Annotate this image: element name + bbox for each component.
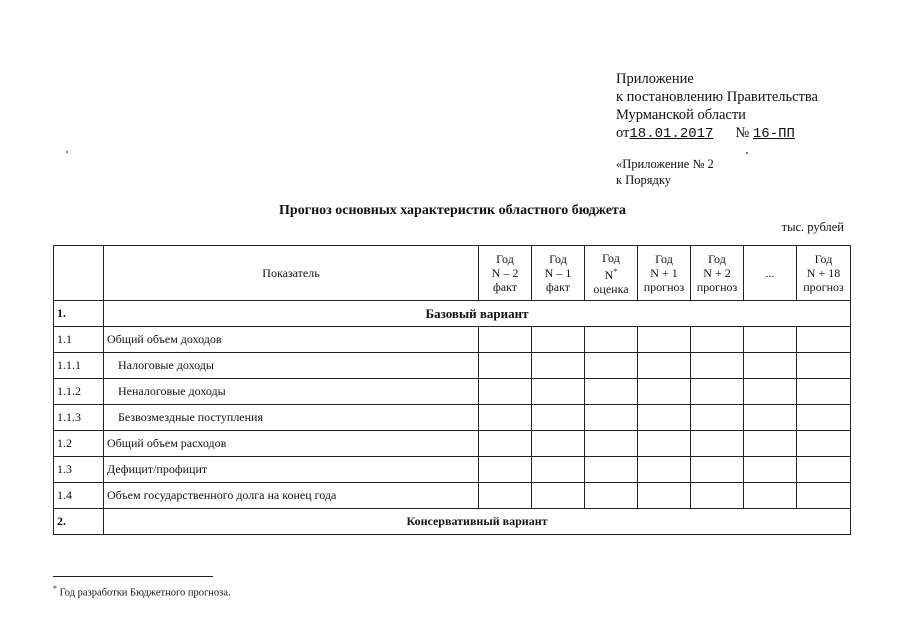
value-cell <box>638 431 691 457</box>
value-cell <box>744 483 797 509</box>
row-number: 1.2 <box>54 431 104 457</box>
appendix2-line2: к Порядку <box>616 173 671 187</box>
value-cell <box>638 457 691 483</box>
value-cell <box>691 483 744 509</box>
value-cell <box>585 431 638 457</box>
table-row <box>54 379 851 405</box>
value-cell <box>744 327 797 353</box>
value-cell <box>797 483 851 509</box>
value-cell <box>797 327 851 353</box>
value-cell <box>797 431 851 457</box>
value-cell <box>532 457 585 483</box>
value-cell <box>479 353 532 379</box>
row-number: 1.1.2 <box>54 379 104 405</box>
value-cell <box>691 457 744 483</box>
value-cell <box>744 431 797 457</box>
header-year-col: Год N + 18 прогноз <box>797 246 851 301</box>
appendix2-line1: «Приложение № 2 <box>616 157 714 171</box>
row-label: Общий объем расходов <box>104 431 479 457</box>
value-cell <box>585 327 638 353</box>
value-cell <box>797 353 851 379</box>
appendix-block <box>616 70 818 143</box>
value-cell <box>638 327 691 353</box>
value-cell <box>532 327 585 353</box>
value-cell <box>797 405 851 431</box>
header-num-cell <box>54 246 104 301</box>
value-cell <box>479 379 532 405</box>
header-year-col: Год N + 1 прогноз <box>638 246 691 301</box>
number-label: № <box>735 125 750 141</box>
row-label: Безвозмездные поступления <box>104 405 479 431</box>
section-title: Консервативный вариант <box>104 509 851 535</box>
value-cell <box>691 431 744 457</box>
value-cell <box>532 483 585 509</box>
value-cell <box>744 379 797 405</box>
appendix-number-line <box>616 124 818 143</box>
value-cell <box>479 327 532 353</box>
value-cell <box>479 431 532 457</box>
value-cell <box>691 327 744 353</box>
header-indicator: Показатель <box>104 246 479 301</box>
row-label: Общий объем доходов <box>104 327 479 353</box>
footnote-text: Год разработки Бюджетного прогноза. <box>57 587 231 599</box>
value-cell <box>532 405 585 431</box>
table-row <box>54 353 851 379</box>
footnote-separator <box>53 576 213 577</box>
value-cell <box>479 405 532 431</box>
value-cell <box>691 353 744 379</box>
row-number: 1.4 <box>54 483 104 509</box>
section-number: 1. <box>54 301 104 327</box>
forecast-table <box>53 245 851 535</box>
value-cell <box>585 379 638 405</box>
value-cell <box>691 405 744 431</box>
footnote <box>53 584 231 599</box>
row-label: Налоговые доходы <box>104 353 479 379</box>
value-cell <box>691 379 744 405</box>
header-year-col: Год N + 2 прогноз <box>691 246 744 301</box>
from-label: от <box>616 125 630 141</box>
section-title: Базовый вариант <box>104 301 851 327</box>
header-year-col: Год N – 2 факт <box>479 246 532 301</box>
value-cell <box>744 405 797 431</box>
value-cell <box>797 379 851 405</box>
scan-dot <box>746 152 748 154</box>
resolution-date: 18.01.2017 <box>629 126 714 142</box>
footnote-mark: * <box>53 584 57 593</box>
table-row <box>54 457 851 483</box>
table-header-row <box>54 246 851 301</box>
scan-dot <box>66 151 68 153</box>
value-cell <box>532 353 585 379</box>
section-number: 2. <box>54 509 104 535</box>
section-row-base <box>54 301 851 327</box>
value-cell <box>744 353 797 379</box>
row-number: 1.1 <box>54 327 104 353</box>
appendix2-block <box>616 156 714 188</box>
value-cell <box>585 353 638 379</box>
row-number: 1.1.1 <box>54 353 104 379</box>
value-cell <box>638 405 691 431</box>
header-year-col: Год N – 1 факт <box>532 246 585 301</box>
header-ellipsis-col: ... <box>744 246 797 301</box>
row-label: Объем государственного долга на конец года <box>104 483 479 509</box>
row-label: Дефицит/профицит <box>104 457 479 483</box>
row-number: 1.3 <box>54 457 104 483</box>
value-cell <box>532 379 585 405</box>
footnote-ref: * <box>613 266 618 276</box>
appendix-line2: к постановлению Правительства <box>616 89 818 105</box>
resolution-number: 16-ПП <box>752 126 795 142</box>
document-title: Прогноз основных характеристик областного бюджета <box>279 203 626 218</box>
value-cell <box>585 483 638 509</box>
appendix-line1: Приложение <box>616 71 694 87</box>
value-cell <box>585 405 638 431</box>
row-label: Неналоговые доходы <box>104 379 479 405</box>
table-row <box>54 405 851 431</box>
table-row <box>54 431 851 457</box>
header-year-col: Год N* оценка <box>585 246 638 301</box>
units-label: тыс. рублей <box>781 220 844 234</box>
value-cell <box>479 483 532 509</box>
value-cell <box>797 457 851 483</box>
value-cell <box>532 431 585 457</box>
row-number: 1.1.3 <box>54 405 104 431</box>
table-row <box>54 483 851 509</box>
value-cell <box>585 457 638 483</box>
appendix-line3: Мурманской области <box>616 107 746 123</box>
value-cell <box>638 353 691 379</box>
value-cell <box>638 483 691 509</box>
section-row-conservative <box>54 509 851 535</box>
table-row <box>54 327 851 353</box>
value-cell <box>479 457 532 483</box>
value-cell <box>744 457 797 483</box>
value-cell <box>638 379 691 405</box>
